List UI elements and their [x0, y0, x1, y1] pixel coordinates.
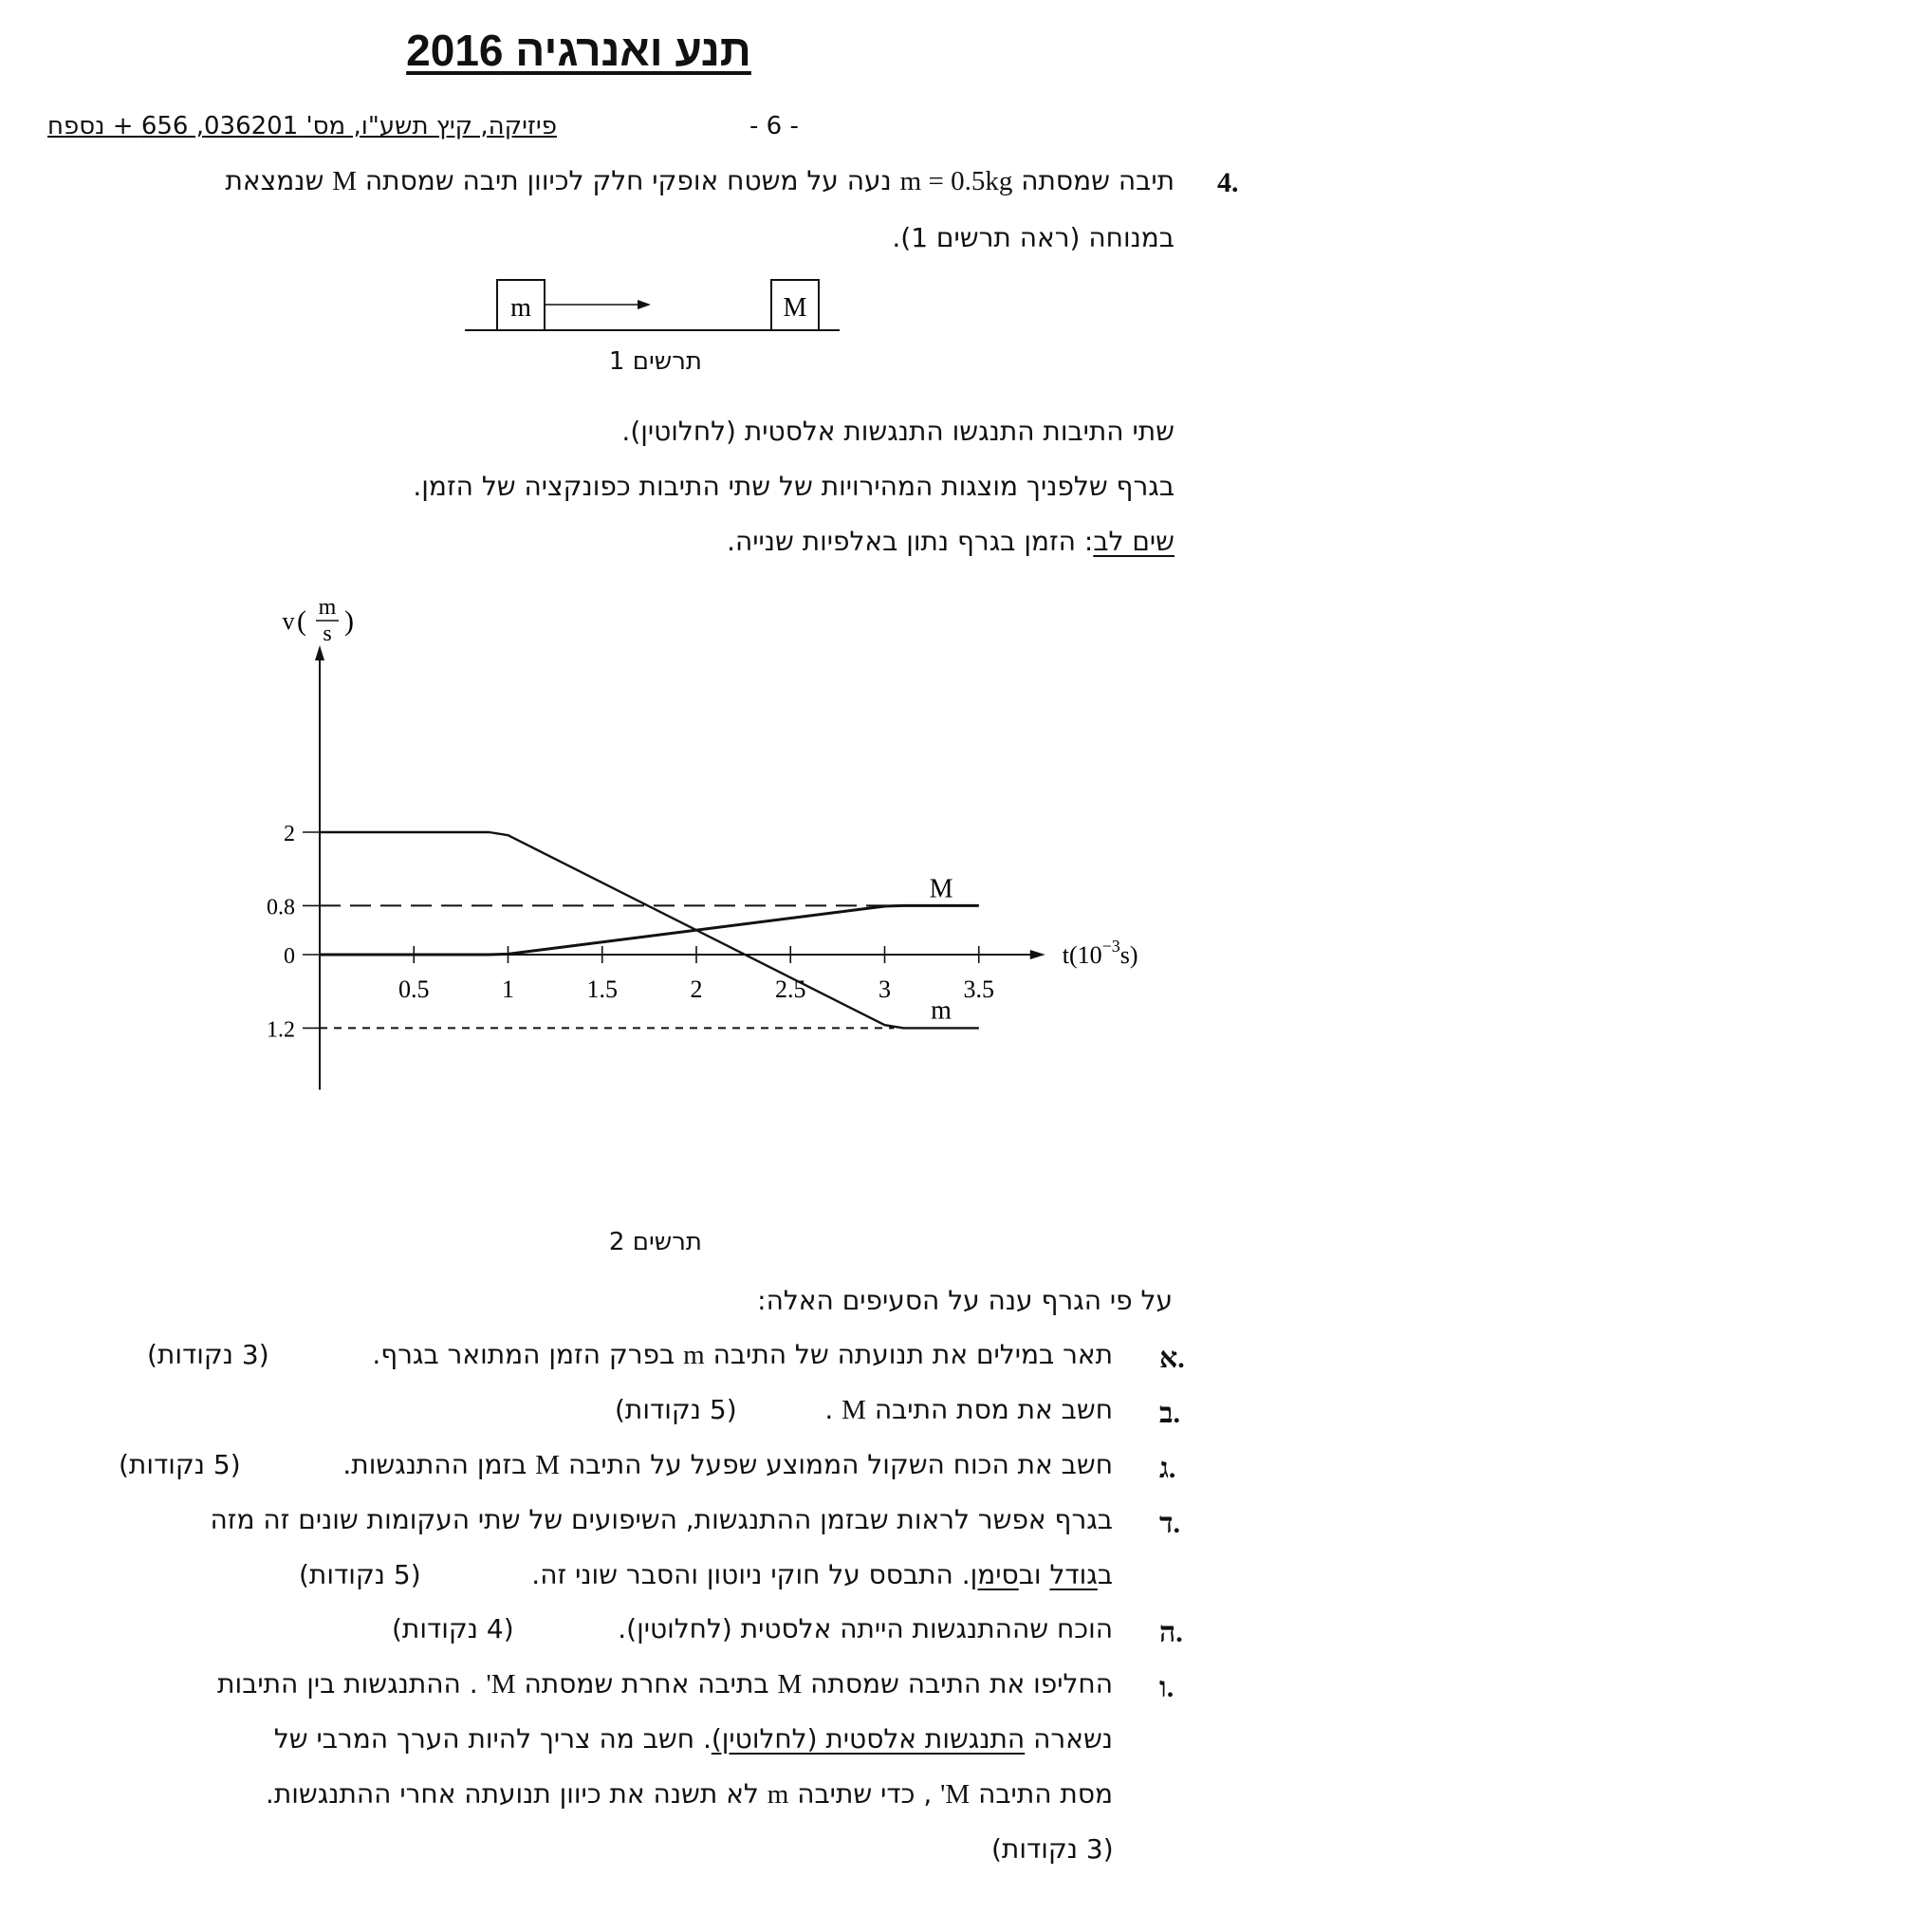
exam-reference: פיזיקה, קיץ תשע"ו, מס' 036201, 656 + נספח [47, 112, 557, 140]
text-run: וב [1018, 1559, 1050, 1590]
question-number: 4. [1217, 167, 1239, 198]
graph-description: בגרף שלפניך מוצגות המהירויות של שתי התיבות כפונקציה של הזמן. [413, 471, 1174, 502]
math-symbol: M' [940, 1779, 971, 1810]
item-c-text [342, 1449, 1113, 1481]
item-f-text-line2 [274, 1723, 1113, 1755]
question-intro-line2: במנוחה (ראה תרשים 1). [892, 222, 1174, 253]
y-tick-label: 1.2 [267, 1017, 295, 1043]
text-run: . [824, 1394, 842, 1425]
item-letter: ג. [1159, 1453, 1176, 1484]
math-symbol: M' [486, 1669, 516, 1700]
item-f-text-line1 [217, 1668, 1113, 1700]
math-symbol: M [535, 1450, 561, 1480]
note-label: שים לב [1093, 526, 1174, 557]
item-f-text-line3 [266, 1778, 1113, 1811]
item-letter: ב. [1159, 1398, 1180, 1429]
text-run: תאר במילים את תנועתה של התיבה [704, 1339, 1113, 1370]
item-points: (3 נקודות) [147, 1339, 269, 1370]
y-tick-label: 2 [284, 822, 295, 846]
item-a-text [372, 1339, 1113, 1371]
mass-m-value: m = 0.5kg [899, 166, 1013, 196]
x-tick-label: 2 [690, 975, 703, 1003]
document-title: תנע ואנרגיה 2016 [406, 26, 751, 75]
figure-2-caption: תרשים 2 [608, 1228, 702, 1256]
item-points: (5 נקודות) [119, 1449, 241, 1480]
x-tick-label: 3.5 [963, 975, 994, 1003]
item-b-text [824, 1394, 1113, 1426]
text-run: . ההתנגשות בין התיבות [217, 1668, 487, 1700]
y-tick-label: 0.8 [267, 895, 295, 920]
velocity-time-chart [0, 0, 1186, 1186]
text-run: התנגשות אלסטית (לחלוטין) [711, 1723, 1026, 1755]
answer-prompt: על פי הגרף ענה על הסעיפים האלה: [757, 1285, 1173, 1316]
mass-M-symbol: M [332, 166, 357, 196]
math-symbol: M [777, 1669, 803, 1700]
figure-1-caption: תרשים 1 [608, 347, 702, 376]
text-run: הוכח שההתנגשות הייתה אלסטית (לחלוטין). [618, 1613, 1113, 1644]
text-run: בפרק הזמן המתואר בגרף. [372, 1339, 684, 1370]
text-run: מסת התיבה [970, 1778, 1113, 1810]
chart-axes [267, 595, 1138, 1089]
item-letter: ו. [1159, 1672, 1174, 1703]
text-run: נשארה [1025, 1723, 1113, 1755]
item-points: (4 נקודות) [392, 1613, 514, 1644]
math-symbol: m [683, 1340, 705, 1370]
text-run: , כדי שתיבה [788, 1778, 941, 1810]
text-run: סימן [970, 1559, 1019, 1590]
item-points: (5 נקודות) [299, 1559, 421, 1590]
y-axis-arrow-icon [315, 645, 324, 660]
item-letter: א. [1159, 1343, 1185, 1374]
text-run: . התבסס על חוקי ניוטון והסבר שוני זה. [531, 1559, 971, 1590]
y-axis-label-var: v [282, 607, 295, 635]
y-axis-label-numerator: m [318, 595, 337, 620]
series-line-M [320, 905, 979, 955]
text-run: החליפו את התיבה שמסתה [802, 1668, 1113, 1700]
question-intro-line1: תיבה שמסתה m = 0.5kg נעה על משטח אופקי חלק לכיוון תיבה שמסתה M שנמצאת [225, 165, 1174, 196]
x-tick-label: 0.5 [398, 975, 430, 1003]
y-tick-label: 0 [284, 944, 295, 969]
math-symbol: M [842, 1395, 866, 1425]
x-axis-label: $t(10^{-3}s)$ [1062, 937, 1138, 969]
text-run: גודל [1049, 1559, 1098, 1590]
item-points: (5 נקודות) [615, 1394, 737, 1425]
item-e-text [618, 1613, 1113, 1644]
x-tick-label: 3 [879, 975, 891, 1003]
series-label-M: M [929, 874, 953, 904]
y-axis-label-close-paren-icon: ) [344, 605, 354, 637]
item-points: (3 נקודות) [991, 1833, 1114, 1865]
collision-statement: שתי התיבות התנגשו התנגשות אלסטית (לחלוטין). [621, 416, 1174, 447]
item-d-text-line1: בגרף אפשר לראות שבזמן ההתנגשות, השיפועים של שתי העקומות שונים זה מזה [210, 1504, 1113, 1535]
text-run: בתיבה אחרת שמסתה [515, 1668, 778, 1700]
text-run: חשב את מסת התיבה [865, 1394, 1113, 1425]
series-label-m: m [931, 995, 952, 1026]
x-tick-label: 1 [502, 975, 514, 1003]
item-d-text-line2 [531, 1559, 1113, 1590]
x-tick-label: 2.5 [775, 975, 806, 1003]
page-number: - 6 - [749, 112, 799, 140]
x-axis-arrow-icon [1030, 950, 1045, 959]
y-axis-label-denominator: s [323, 622, 332, 646]
box-m-label: m [510, 293, 531, 323]
chart-reference-lines [320, 905, 894, 1028]
text-run: לא תשנה את כיוון תנועתה אחרי ההתנגשות. [265, 1778, 768, 1810]
text-run: חשב את הכוח השקול הממוצע שפעל על התיבה [560, 1449, 1113, 1480]
text-run: . חשב מה צריך להיות הערך המרבי של [273, 1723, 712, 1755]
box-M-label: M [783, 293, 807, 323]
item-letter: ה. [1159, 1617, 1183, 1648]
note-text: : הזמן בגרף נתון באלפיות שנייה. [727, 526, 1094, 557]
math-symbol: m [767, 1779, 789, 1810]
item-letter: ד. [1159, 1508, 1180, 1539]
text-run: בזמן ההתנגשות. [342, 1449, 536, 1480]
y-axis-label-open-paren-icon: ( [297, 605, 306, 637]
x-tick-label: 1.5 [586, 975, 618, 1003]
text-run: ב [1097, 1559, 1113, 1590]
